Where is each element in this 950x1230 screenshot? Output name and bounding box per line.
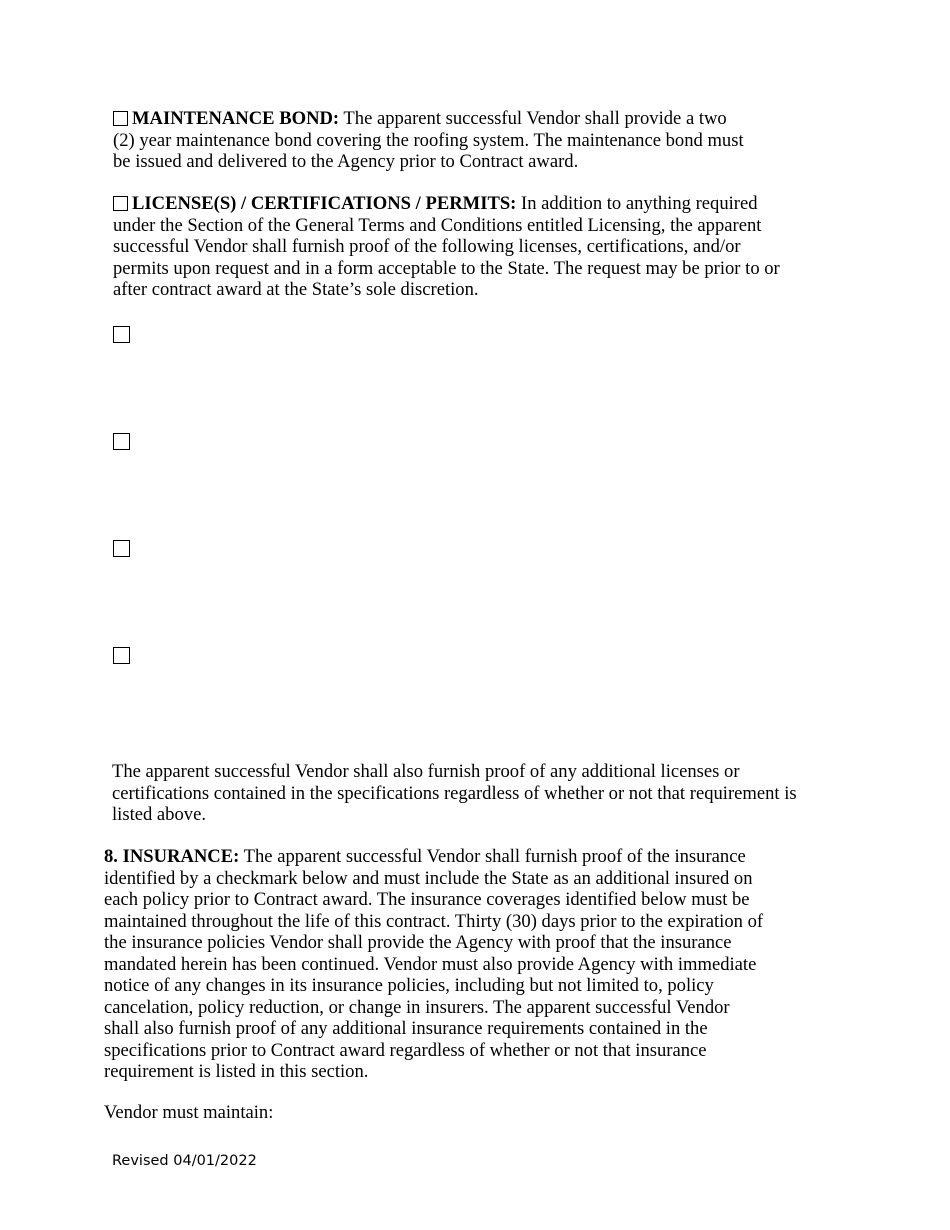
maintenance-bond-paragraph bbox=[113, 108, 753, 173]
vendor-must-maintain: Vendor must maintain: bbox=[104, 1102, 274, 1123]
licenses-paragraph bbox=[113, 193, 798, 301]
insurance-text: The apparent successful Vendor shall furnish proof of the insurance identified by a checkmark below and must include the State as an additional insured on each policy prior to Contract award. The insurance coverages identified below must be maintained throughout the life of this contract. Thirty (30) days prior to the expiration of the insurance policies Vendor shall provide the Agency with proof that the insurance mandated herein has been continued. Vendor must also provide Agency with immediate notice of any changes in its insurance policies, including but not limited to, policy cancelation, policy reduction, or change in insurers. The apparent successful Vendor shall also furnish proof of any additional insurance requirements contained in the specifications prior to Contract award regardless of whether or not that insurance requirement is listed in this section. bbox=[104, 846, 764, 1082]
license-item-checkbox-4[interactable] bbox=[113, 647, 130, 664]
insurance-heading: 8. INSURANCE: bbox=[104, 846, 240, 867]
license-item-checkbox-3[interactable] bbox=[113, 540, 130, 557]
footer-revision-date: Revised 04/01/2022 bbox=[112, 1153, 257, 1169]
maintenance-bond-checkbox[interactable] bbox=[113, 111, 128, 126]
maintenance-bond-text: The apparent successful Vendor shall provide a two (2) year maintenance bond covering the roofing system. The maintenance bond must be issued and delivered to the Agency prior to Contract award. bbox=[113, 108, 744, 172]
insurance-paragraph bbox=[104, 846, 766, 1083]
licenses-heading: LICENSE(S) / CERTIFICATIONS / PERMITS: bbox=[132, 193, 517, 214]
additional-licenses-paragraph: The apparent successful Vendor shall also furnish proof of any additional licenses or certifications contained in the specifications regardless of whether or not that requirement is listed above. bbox=[112, 761, 797, 825]
license-item-checkbox-1[interactable] bbox=[113, 326, 130, 343]
licenses-checkbox[interactable] bbox=[113, 196, 128, 211]
license-item-checkbox-2[interactable] bbox=[113, 433, 130, 450]
licenses-text: In addition to anything required under the Section of the General Terms and Conditions entitled Licensing, the apparent successful Vendor shall furnish proof of the following licenses, certifications, and/or permits upon request and in a form acceptable to the State. The request may be prior to or after contract award at the State’s sole discretion. bbox=[113, 193, 780, 300]
maintenance-bond-heading: MAINTENANCE BOND: bbox=[132, 108, 340, 129]
